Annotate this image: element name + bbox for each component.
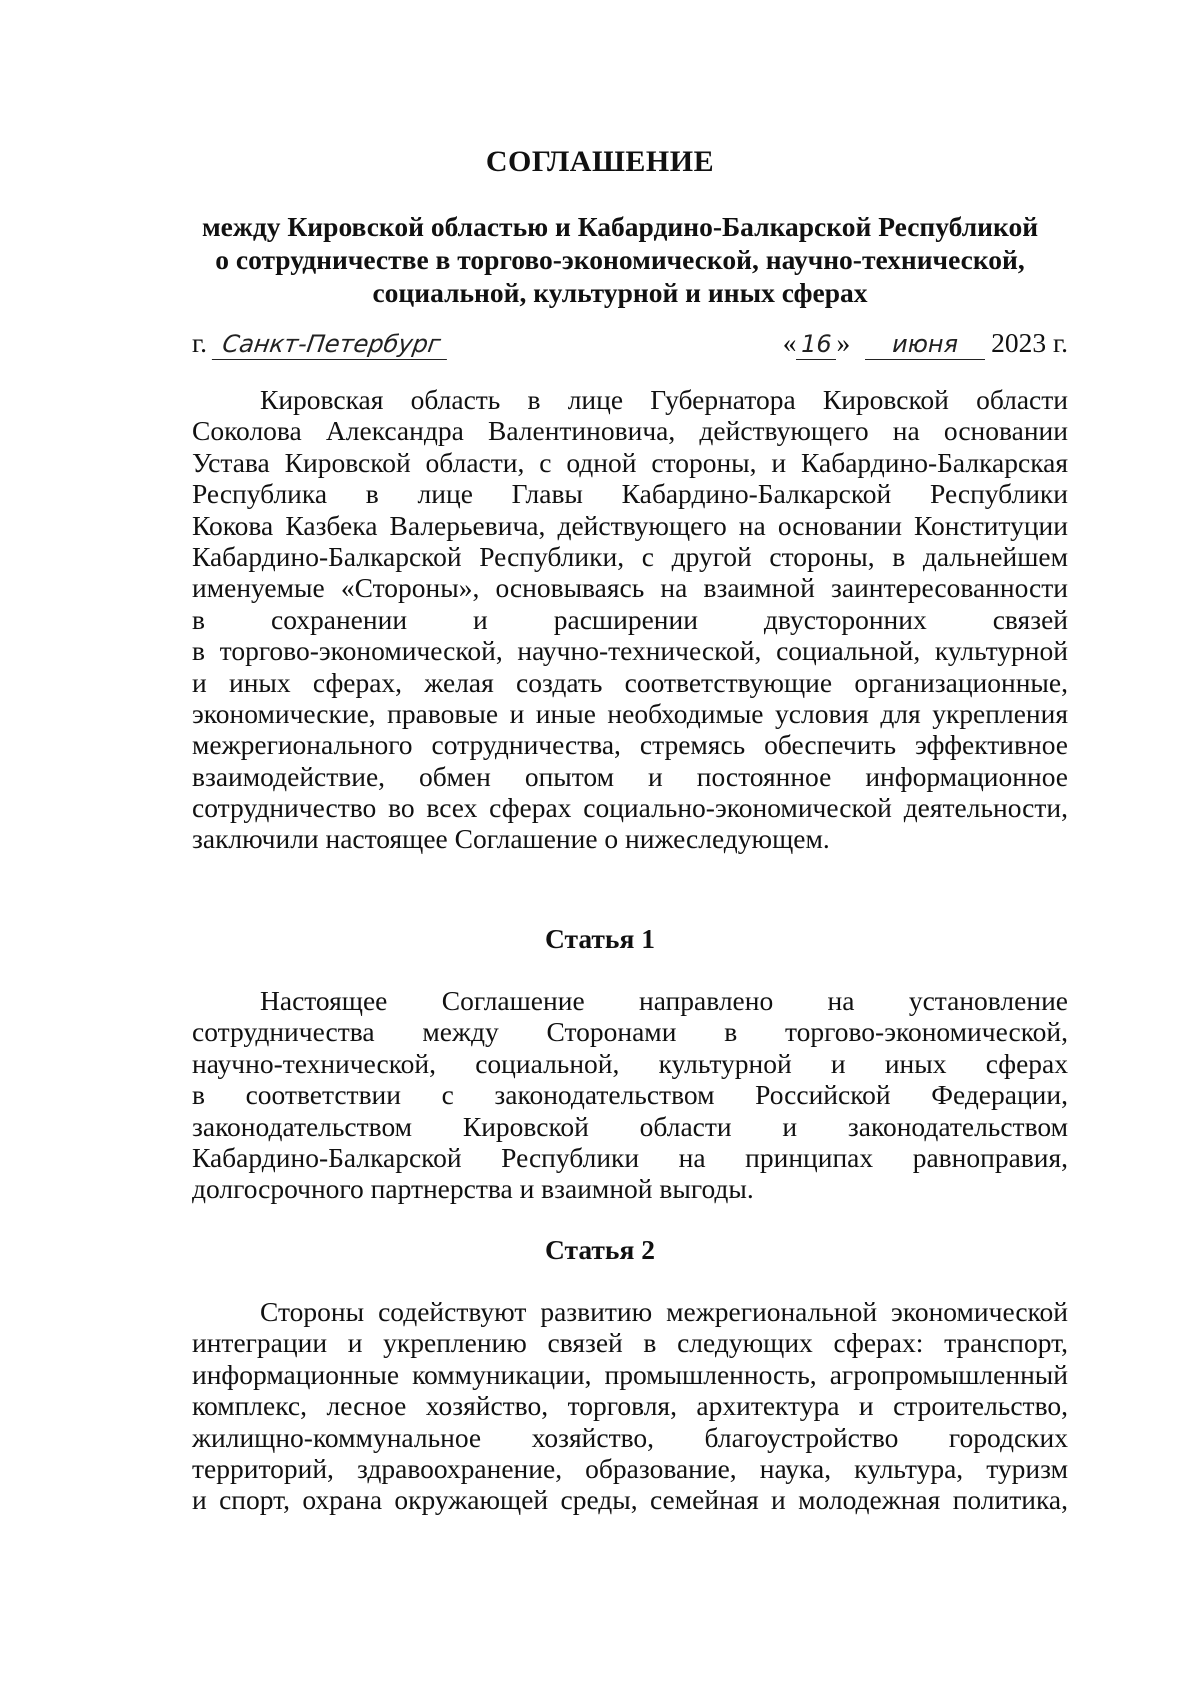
place-of-signing — [192, 325, 449, 361]
place-date-row — [192, 325, 1068, 365]
article-1-paragraph — [192, 985, 1068, 1205]
place-prefix: г. — [192, 327, 208, 358]
article-1-line: Настоящее Соглашение направлено на установление — [260, 985, 1068, 1016]
article-2-line: комплекс, лесное хозяйство, торговля, архитектура и строительство, — [192, 1390, 1068, 1422]
article-2-line: жилищно-коммунальное хозяйство, благоустройство городских — [192, 1421, 1068, 1453]
handwritten-city: Санкт-Петербург — [212, 329, 451, 360]
article-1-heading: Статья 1 — [545, 923, 655, 954]
preamble-line: Кабардино-Балкарской Республики, с другой стороны, в дальнейшем — [192, 540, 1068, 572]
article-1-line: долгосрочного партнерства и взаимной выгоды. — [192, 1173, 754, 1205]
preamble-line: и иных сферах, желая создать соответствующие организационные, — [192, 666, 1068, 698]
handwritten-day: 16 — [796, 329, 836, 360]
article-2-paragraph — [192, 1296, 1068, 1516]
handwritten-month: июня — [865, 329, 985, 360]
subtitle-line: о сотрудничестве в торгово-экономической, научно-технической, — [215, 244, 1025, 275]
preamble-line: межрегионального сотрудничества, стремясь обеспечить эффективное — [192, 729, 1068, 761]
preamble-line: Кокова Казбека Валерьевича, действующего на основании Конституции — [192, 509, 1068, 541]
preamble-line: в торгово-экономической, научно-технической, социальной, культурной — [192, 635, 1068, 667]
preamble-line: экономические, правовые и иные необходимые условия для укрепления — [192, 697, 1068, 729]
preamble-paragraph — [192, 384, 1068, 855]
article-1-line: законодательством Кировской области и законодательством — [192, 1110, 1068, 1142]
article-2-line: интеграции и укреплению связей в следующих сферах: транспорт, — [192, 1327, 1068, 1359]
preamble-line: заключили настоящее Соглашение о нижеследующем. — [192, 823, 830, 855]
preamble-line: взаимодействие, обмен опытом и постоянное информационное — [192, 760, 1068, 792]
preamble-line: Соколова Александра Валентиновича, действующего на основании — [192, 415, 1068, 447]
date-open-quote: « — [782, 327, 797, 358]
article-1-line: в соответствии с законодательством Российской Федерации, — [192, 1079, 1068, 1111]
preamble-line: сотрудничество во всех сферах социально-экономической деятельности, — [192, 792, 1068, 824]
date-close-quote: » — [836, 327, 851, 358]
subtitle-line: между Кировской областью и Кабардино-Балкарской Республикой — [201, 211, 1039, 242]
signing-date — [783, 325, 1068, 361]
article-1-line: научно-технической, социальной, культурной и иных сферах — [192, 1047, 1068, 1079]
document-subtitle — [180, 210, 1060, 309]
preamble-line: Устава Кировской области, с одной стороны, и Кабардино-Балкарская — [192, 446, 1068, 478]
article-2-line: Стороны содействуют развитию межрегиональной экономической — [260, 1296, 1068, 1327]
preamble-line: именуемые «Стороны», основываясь на взаимной заинтересованности — [192, 572, 1068, 604]
document-title: СОГЛАШЕНИЕ — [485, 145, 715, 178]
date-year: 2023 г. — [991, 327, 1068, 358]
article-2-heading: Статья 2 — [545, 1234, 655, 1265]
preamble-line: Кировская область в лице Губернатора Кировской области — [260, 384, 1068, 415]
subtitle-line: социальной, культурной и иных сферах — [372, 277, 868, 308]
article-2-line: территорий, здравоохранение, образование, наука, культура, туризм — [192, 1452, 1068, 1484]
article-2-line: информационные коммуникации, промышленность, агропромышленный — [192, 1358, 1068, 1390]
preamble-line: Республика в лице Главы Кабардино-Балкарской Республики — [192, 478, 1068, 510]
article-1-line: Кабардино-Балкарской Республики на принципах равноправия, — [192, 1141, 1068, 1173]
article-2-line: и спорт, охрана окружающей среды, семейная и молодежная политика, — [192, 1484, 1068, 1516]
article-1-line: сотрудничества между Сторонами в торгово-экономической, — [192, 1016, 1068, 1048]
preamble-line: в сохранении и расширении двусторонних связей — [192, 603, 1068, 635]
